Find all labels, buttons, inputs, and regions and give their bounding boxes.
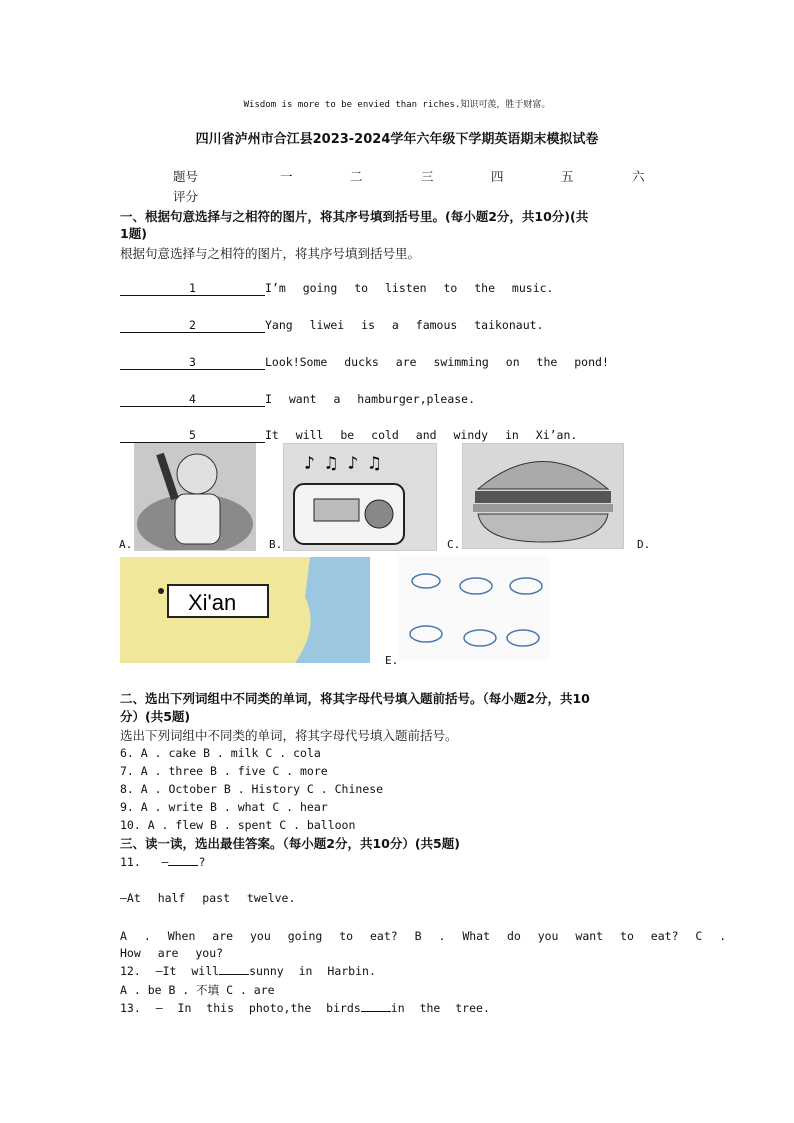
table-row-label-1: 题号 (173, 169, 199, 184)
section1-heading-cont: 1题) (120, 226, 147, 241)
question-text: Yang liwei is a famous taikonaut. (265, 318, 544, 332)
table-col-4: 四 (491, 169, 504, 184)
question-6: 6. A . cake B . milk C . cola (120, 746, 321, 760)
question-11-options: A . When are you going to eat? B . What do you want to eat? C . (120, 929, 727, 943)
map-label: Xi'an (188, 590, 237, 615)
answer-blank[interactable]: 5 (120, 429, 265, 443)
table-col-3: 三 (421, 169, 434, 184)
question-text: 12. —It will (120, 964, 220, 978)
section2-instruction: 选出下列词组中不同类的单词，将其字母代号填入题前括号。 (120, 728, 458, 743)
table-col-5: 五 (561, 169, 574, 184)
map-icon (120, 557, 370, 663)
table-col-2: 二 (350, 169, 363, 184)
question-13 (120, 1001, 490, 1015)
question-text: 11. — (120, 855, 169, 869)
question-5 (120, 428, 577, 443)
question-11 (120, 855, 205, 869)
section3-heading: 三、读一读，选出最佳答案。（每小题2分，共10分）(共5题) (120, 836, 460, 851)
answer-blank[interactable]: 3 (120, 356, 265, 370)
question-11-options-cont: How are you? (120, 946, 224, 960)
question-text: in the tree. (390, 1001, 490, 1015)
section2-heading-cont: 分）(共5题) (120, 709, 191, 724)
answer-blank[interactable] (361, 1011, 391, 1012)
astronaut-icon (134, 443, 256, 551)
question-11-answer: —At half past twelve. (120, 891, 296, 905)
picture-label-e: E. (385, 654, 399, 667)
question-12-options: A . be B . 不填 C . are (120, 983, 275, 997)
question-7: 7. A . three B . five C . more (120, 764, 328, 778)
question-9: 9. A . write B . what C . hear (120, 800, 328, 814)
question-1 (120, 281, 553, 296)
motto: Wisdom is more to be envied than riches.知识可羡，胜于财富。 (243, 100, 551, 110)
question-text: Look!Some ducks are swimming on the pond! (265, 355, 609, 369)
answer-blank[interactable] (219, 974, 249, 975)
answer-blank[interactable]: 4 (120, 393, 265, 407)
question-text: It will be cold and windy in Xi’an. (265, 428, 578, 442)
table-col-1: 一 (280, 169, 293, 184)
ducks-icon (398, 556, 550, 660)
question-4 (120, 392, 475, 407)
section2-heading: 二、选出下列词组中不同类的单词，将其字母代号填入题前括号。（每小题2分，共10 (120, 691, 590, 706)
section1-heading: 一、根据句意选择与之相符的图片，将其序号填到括号里。(每小题2分，共10分)(共 (120, 209, 589, 224)
question-3 (120, 355, 609, 370)
page-title: 四川省泸州市合江县2023-2024学年六年级下学期英语期末模拟试卷 (195, 132, 599, 147)
table-col-6: 六 (632, 169, 645, 184)
question-text: I’m going to listen to the music. (265, 281, 554, 295)
question-text: sunny in Harbin. (249, 964, 376, 978)
question-8: 8. A . October B . History C . Chinese (120, 782, 384, 796)
picture-label-a: A. (119, 538, 133, 551)
picture-label-c: C. (447, 538, 461, 551)
picture-label-b: B. (269, 538, 283, 551)
radio-icon (283, 443, 437, 551)
answer-blank[interactable] (168, 865, 198, 866)
answer-blank[interactable]: 2 (120, 319, 265, 333)
question-text: 13. — In this photo,the birds (120, 1001, 361, 1015)
question-text: I want a hamburger,please. (265, 392, 476, 406)
picture-label-d: D. (637, 538, 651, 551)
hamburger-icon (462, 443, 624, 549)
table-row-label-2: 评分 (173, 189, 199, 204)
question-12 (120, 964, 376, 978)
section1-instruction: 根据句意选择与之相符的图片，将其序号填到括号里。 (120, 246, 421, 261)
answer-blank[interactable]: 1 (120, 282, 265, 296)
svg-text:♪ ♫ ♪ ♫: ♪ ♫ ♪ ♫ (304, 453, 380, 474)
question-text: ? (198, 855, 206, 869)
question-2 (120, 318, 543, 333)
question-10: 10. A . flew B . spent C . balloon (120, 818, 356, 832)
